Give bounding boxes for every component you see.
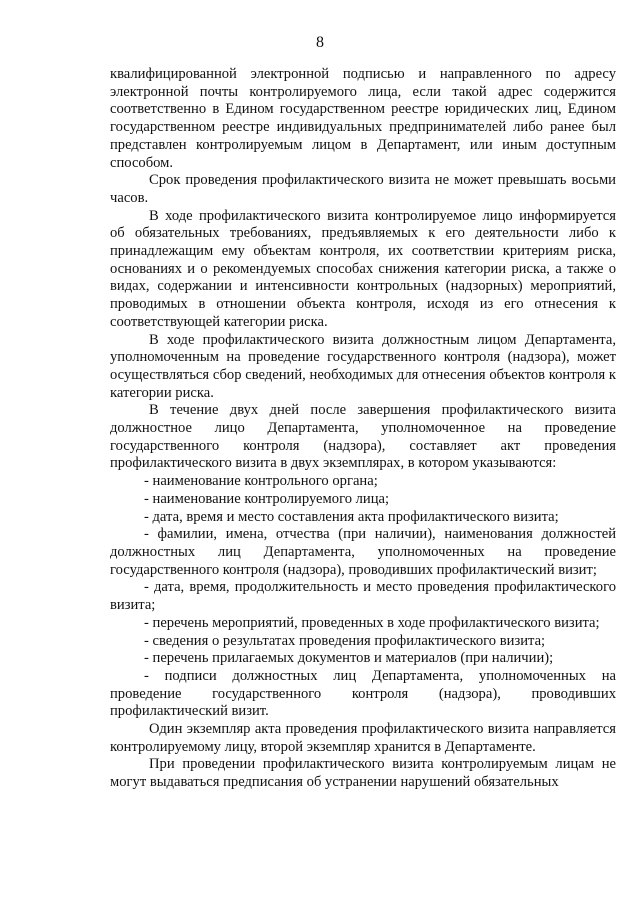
paragraph-act-copies: Один экземпляр акта проведения профилактического визита направляется контролируемому лицу, второй экземпляр хранится в Департаменте.	[110, 721, 616, 755]
list-item-controlled-person: - наименование контролируемого лица;	[144, 490, 390, 507]
paragraph-data-collection: В ходе профилактического визита должностным лицом Департамента, уполномоченным на проведение государственного контроля (надзора), может осуществляться сбор сведений, необходимых для отнесения объектов контроля к категории риска.	[110, 331, 616, 401]
page-number: 8	[316, 34, 324, 51]
list-item-control-body: - наименование контрольного органа;	[144, 473, 378, 490]
document-body	[110, 66, 616, 792]
list-item-attachments: - перечень прилагаемых документов и материалов (при наличии);	[144, 650, 554, 667]
list-item-officials: - фамилии, имена, отчества (при наличии), наименования должностей должностных лиц Департамента, уполномоченных на проведение государственного контроля (надзора), проводивших профилактический визит;	[110, 526, 616, 578]
list-item-act-date-place: - дата, время и место составления акта профилактического визита;	[144, 508, 559, 525]
paragraph-visit-information: В ходе профилактического визита контролируемое лицо информируется об обязательных требованиях, предъявляемых к его деятельности либо к принадлежащим ему объектам контроля, их соответствии критериям риска, основаниях и о рекомендуемых способах снижения категории риска, а также о видах, содержании и интенсивности контрольных (надзорных) мероприятий, проводимых в отношении объекта контроля, исходя из его отнесения к соответствующей категории риска.	[110, 207, 616, 330]
paragraph-act-drafting: В течение двух дней после завершения профилактического визита должностное лицо Департамента, уполномоченное на проведение государственного контроля (надзора), составляет акт проведения профилактического визита в двух экземплярах, в котором указываются:	[110, 402, 616, 472]
paragraph-continuation: квалифицированной электронной подписью и направленного по адресу электронной почты контролируемого лица, если такой адрес содержится соответственно в Едином государственном реестре юридических лиц, Едином государственном реестре индивидуальных предпринимателей либо ранее был представлен контролируемым лицом в Департамент, или иным доступным способом.	[110, 66, 616, 171]
list-item-activities: - перечень мероприятий, проведенных в ходе профилактического визита;	[144, 614, 600, 631]
list-item-signatures: - подписи должностных лиц Департамента, уполномоченных на проведение государственного контроля (надзора), проводивших профилактический визит.	[110, 667, 616, 720]
paragraph-visit-duration: Срок проведения профилактического визита не может превышать восьми часов.	[110, 172, 616, 206]
paragraph-no-orders: При проведении профилактического визита контролируемым лицам не могут выдаваться предписания об устранении нарушений обязательных	[110, 756, 616, 791]
list-item-visit-date-duration: - дата, время, продолжительность и место проведения профилактического визита;	[110, 579, 616, 614]
list-item-results: - сведения о результатах проведения профилактического визита;	[144, 632, 546, 649]
